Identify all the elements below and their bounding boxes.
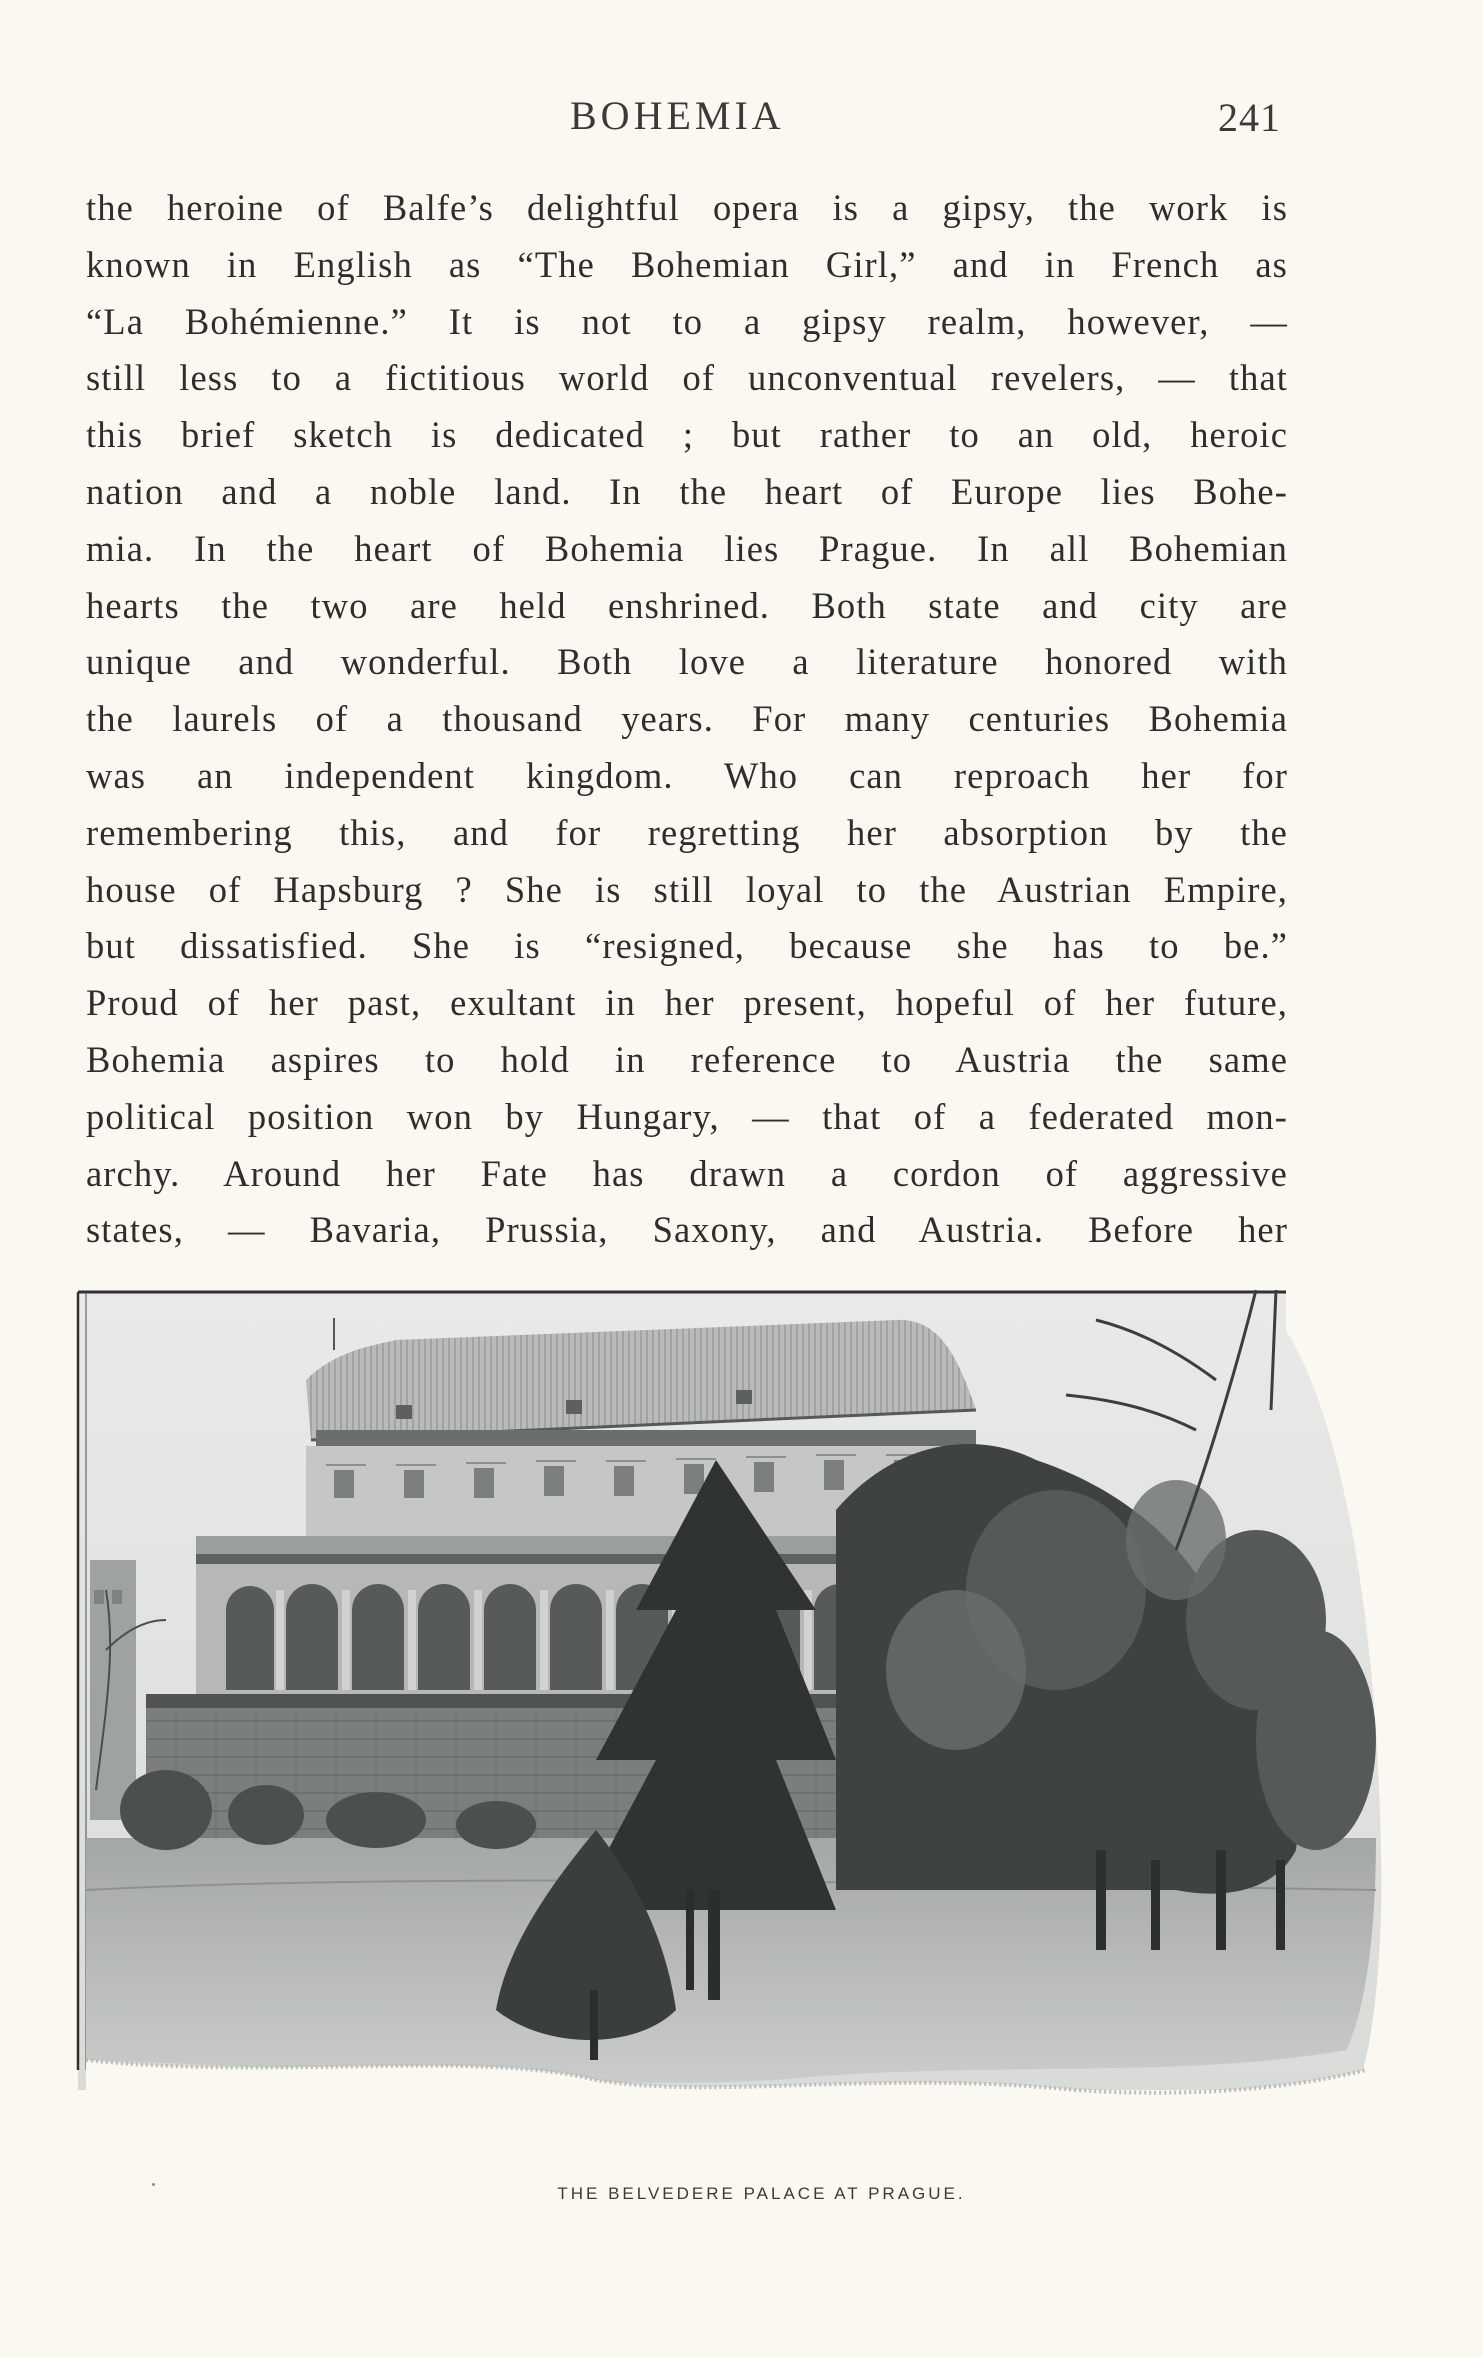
text-line: mia. In the heart of Bohemia lies Prague. In all Bohemian bbox=[86, 527, 1288, 569]
running-head-title: BOHEMIA bbox=[570, 93, 785, 138]
text-line: “La Bohémienne.” It is not to a gipsy realm, however, — bbox=[86, 300, 1288, 342]
text-line: was an independent kingdom. Who can reproach her for bbox=[86, 754, 1288, 796]
text-line: remembering this, and for regretting her absorption by the bbox=[86, 811, 1288, 853]
halftone-illustration bbox=[76, 1290, 1386, 2150]
text-line: political position won by Hungary, — that of a federated mon- bbox=[86, 1095, 1288, 1137]
text-line: this brief sketch is dedicated ; but rather to an old, heroic bbox=[86, 414, 1288, 456]
text-line: house of Hapsburg ? She is still loyal to the Austrian Empire, bbox=[86, 868, 1288, 910]
text-line: known in English as “The Bohemian Girl,” and in French as bbox=[86, 243, 1288, 285]
text-line: still less to a fictitious world of unconventual revelers, — that bbox=[86, 357, 1288, 399]
text-line: Bohemia aspires to hold in reference to Austria the same bbox=[86, 1038, 1288, 1080]
text-line: nation and a noble land. In the heart of Europe lies Bohe- bbox=[86, 470, 1288, 512]
text-line: hearts the two are held enshrined. Both state and city are bbox=[86, 584, 1288, 626]
running-head bbox=[0, 92, 1483, 142]
text-line: the heroine of Balfe’s delightful opera is a gipsy, the work is bbox=[86, 187, 1288, 228]
text-line: archy. Around her Fate has drawn a cordon of aggressive bbox=[86, 1152, 1288, 1194]
text-line: but dissatisfied. She is “resigned, because she has to be.” bbox=[86, 925, 1288, 967]
text-line: the laurels of a thousand years. For many centuries Bohemia bbox=[86, 698, 1288, 740]
page-number: 241 bbox=[1218, 95, 1281, 140]
body-text bbox=[86, 180, 1288, 1259]
text-line: unique and wonderful. Both love a literature honored with bbox=[86, 641, 1288, 683]
text-line: states, — Bavaria, Prussia, Saxony, and Austria. Before her bbox=[86, 1209, 1288, 1251]
illustration-caption: THE BELVEDERE PALACE AT PRAGUE. bbox=[557, 2184, 966, 2203]
palace-engraving bbox=[76, 1290, 1386, 2150]
text-line: Proud of her past, exultant in her present, hopeful of her future, bbox=[86, 982, 1288, 1024]
